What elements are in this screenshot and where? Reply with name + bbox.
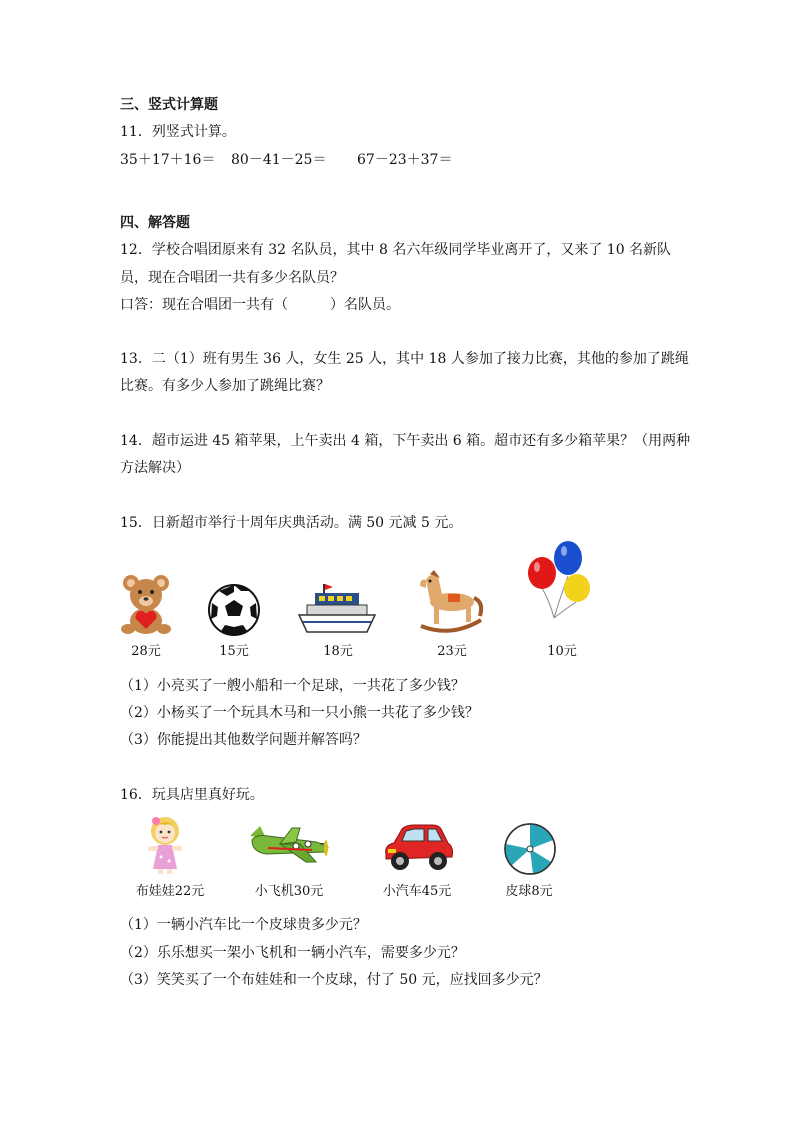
- label-toy-car: 小汽车45元: [382, 884, 452, 899]
- question-12-line1: 12．学校合唱团原来有 32 名队员，其中 8 名六年级同学毕业离开了，又来了 10 名新队: [120, 242, 672, 258]
- expression-2: 80－41－25＝: [231, 152, 327, 168]
- price-soccer-ball: 15元: [219, 644, 249, 659]
- price-balloons: 10元: [547, 644, 577, 659]
- question-16-sub1: （1）一辆小汽车比一个皮球贵多少元？: [120, 917, 367, 933]
- question-16-sub2: （2）乐乐想买一架小飞机和一辆小汽车，需要多少元？: [120, 945, 465, 961]
- label-airplane: 小飞机30元: [254, 884, 324, 899]
- expression-1: 35＋17＋16＝: [120, 152, 216, 168]
- question-14-line2: 方法解决）: [120, 460, 190, 476]
- question-13-line1: 13．二（1）班有男生 36 人，女生 25 人，其中 18 人参加了接力比赛，其他的参加了跳绳: [120, 351, 689, 367]
- question-16-sub3: （3）笑笑买了一个布娃娃和一个皮球，付了 50 元，应找回多少元？: [120, 972, 548, 988]
- toy-car-icon: [380, 821, 456, 873]
- balloons-icon: [524, 540, 594, 620]
- question-12-line2: 员，现在合唱团一共有多少名队员？: [120, 270, 344, 286]
- question-12-answer-line: 口答：现在合唱团一共有（ ）名队员。: [120, 297, 400, 313]
- expression-3: 67－23＋37＝: [357, 152, 453, 168]
- ship-icon: [297, 582, 377, 636]
- doll-icon: [140, 815, 190, 875]
- airplane-icon: [246, 822, 332, 868]
- question-16-title: 16．玩具店里真好玩。: [120, 787, 264, 803]
- price-rocking-horse: 23元: [437, 644, 467, 659]
- question-14-line1: 14．超市运进 45 箱苹果，上午卖出 4 箱，下午卖出 6 箱。超市还有多少箱苹果？（用两种: [120, 433, 691, 449]
- rocking-horse-icon: [416, 568, 486, 634]
- section-heading-word-problems: 四、解答题: [120, 215, 190, 231]
- question-11-title: 11．列竖式计算。: [120, 124, 236, 140]
- teddy-bear-icon: [119, 573, 173, 635]
- label-beach-ball: 皮球8元: [505, 884, 553, 899]
- label-doll: 布娃娃22元: [135, 884, 205, 899]
- section-heading-vertical-calc: 三、竖式计算题: [120, 97, 218, 113]
- question-13-line2: 比赛。有多少人参加了跳绳比赛？: [120, 378, 330, 394]
- question-15-sub3: （3）你能提出其他数学问题并解答吗？: [120, 732, 367, 748]
- question-15-title: 15．日新超市举行十周年庆典活动。满 50 元减 5 元。: [120, 515, 463, 531]
- question-15-sub2: （2）小杨买了一个玩具木马和一只小熊一共花了多少钱？: [120, 705, 479, 721]
- price-ship: 18元: [323, 644, 353, 659]
- soccer-ball-icon: [207, 583, 261, 637]
- price-teddy-bear: 28元: [131, 644, 161, 659]
- beach-ball-icon: [503, 822, 557, 876]
- question-15-sub1: （1）小亮买了一艘小船和一个足球，一共花了多少钱？: [120, 678, 465, 694]
